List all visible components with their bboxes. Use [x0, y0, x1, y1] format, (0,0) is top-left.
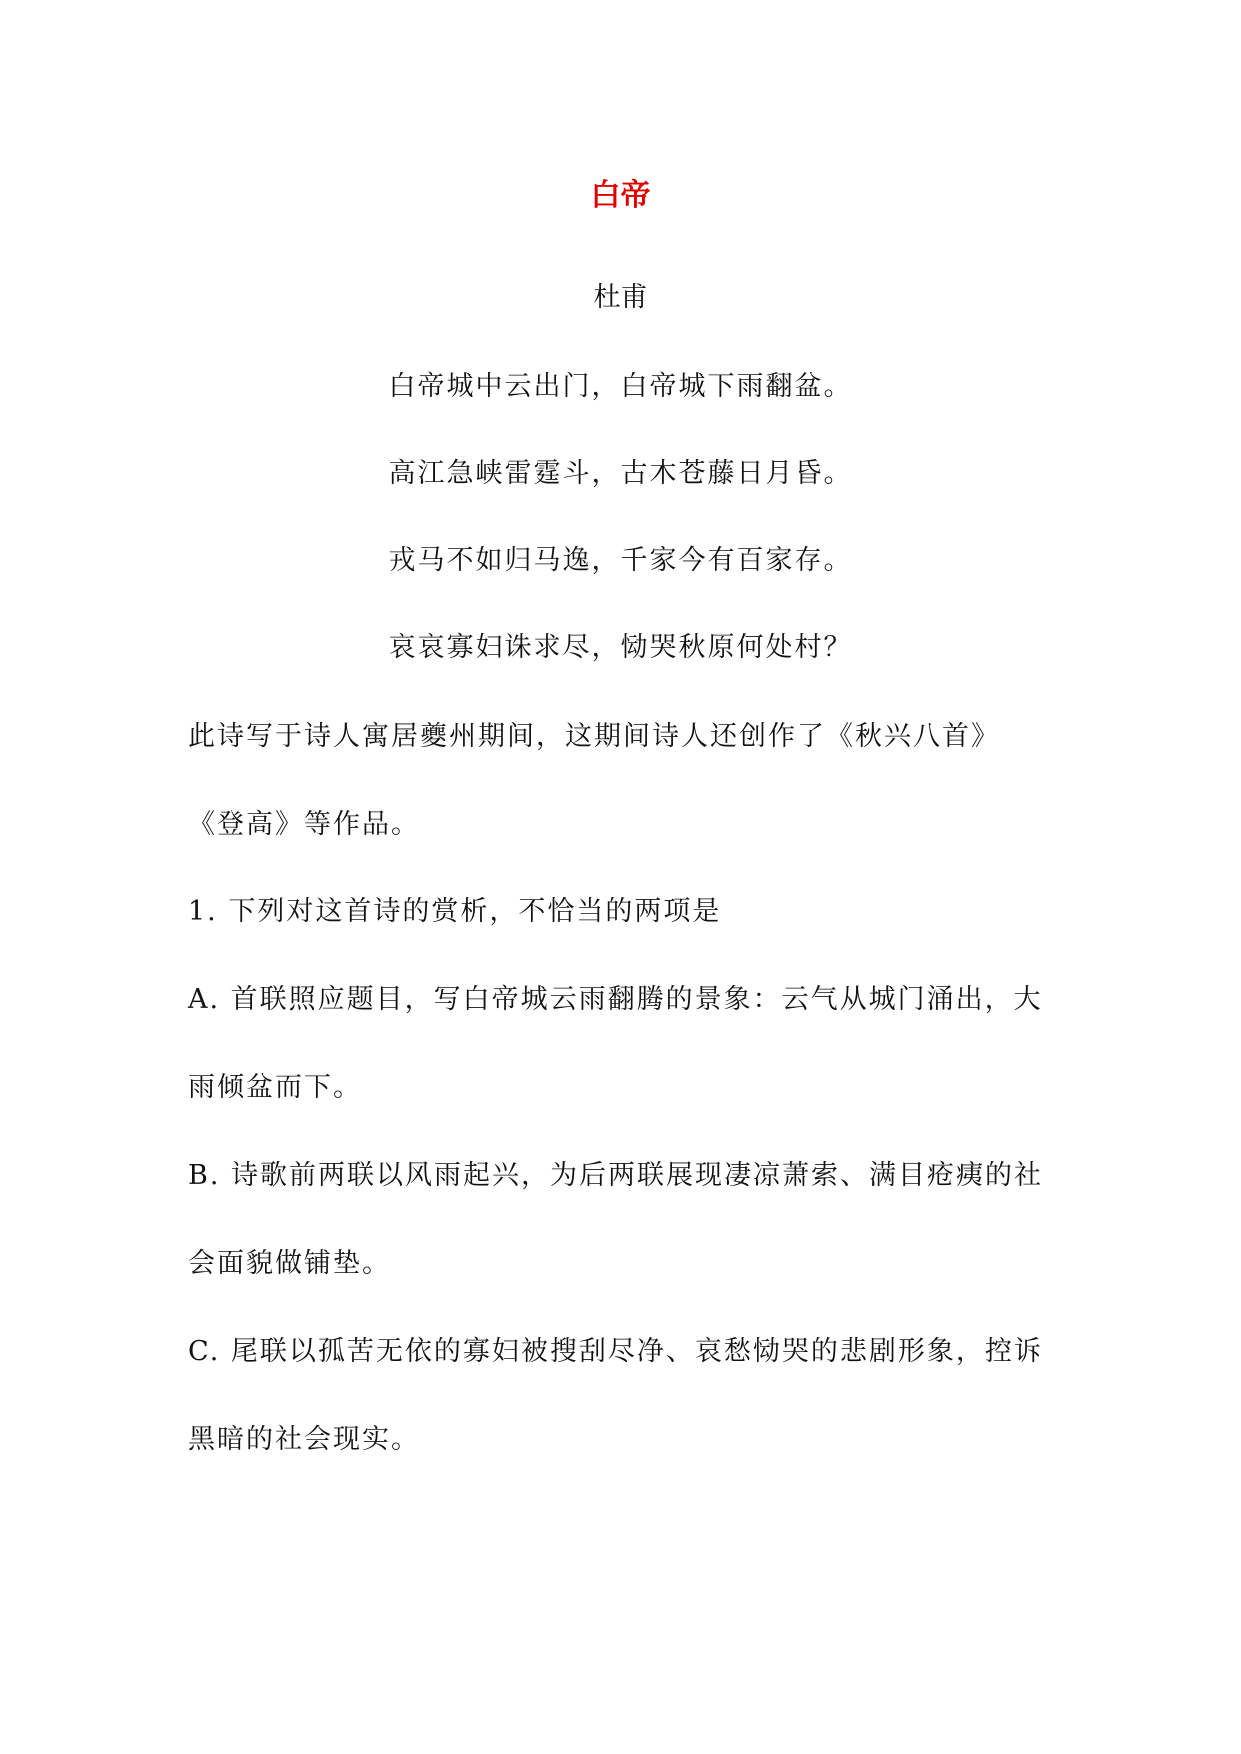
question-text: 1. 下列对这首诗的赏析，不恰当的两项是	[188, 896, 722, 927]
option-c-line: C. 尾联以孤苦无依的寡妇被搜刮尽净、哀愁恸哭的悲剧形象，控诉	[188, 1336, 1043, 1367]
intro-text-line: 《登高》等作品。	[188, 809, 420, 840]
poem-line: 哀哀寡妇诛求尽，恸哭秋原何处村？	[388, 632, 853, 663]
intro-text-line: 此诗写于诗人寓居夔州期间，这期间诗人还创作了《秋兴八首》	[188, 721, 1000, 752]
option-a-line: A. 首联照应题目，写白帝城云雨翻腾的景象：云气从城门涌出，大	[188, 984, 1043, 1015]
option-c-continuation: 黑暗的社会现实。	[188, 1424, 420, 1455]
poem-line: 白帝城中云出门，白帝城下雨翻盆。	[388, 371, 853, 402]
option-b-continuation: 会面貌做铺垫。	[188, 1248, 391, 1279]
poem-author: 杜甫	[593, 282, 648, 313]
poem-line: 高江急峡雷霆斗，古木苍藤日月昏。	[388, 458, 853, 489]
option-b-line: B. 诗歌前两联以风雨起兴，为后两联展现凄凉萧索、满目疮痍的社	[188, 1160, 1044, 1191]
poem-line: 戎马不如归马逸，千家今有百家存。	[388, 545, 853, 576]
poem-title: 白帝	[590, 178, 651, 213]
option-a-continuation: 雨倾盆而下。	[188, 1072, 362, 1103]
